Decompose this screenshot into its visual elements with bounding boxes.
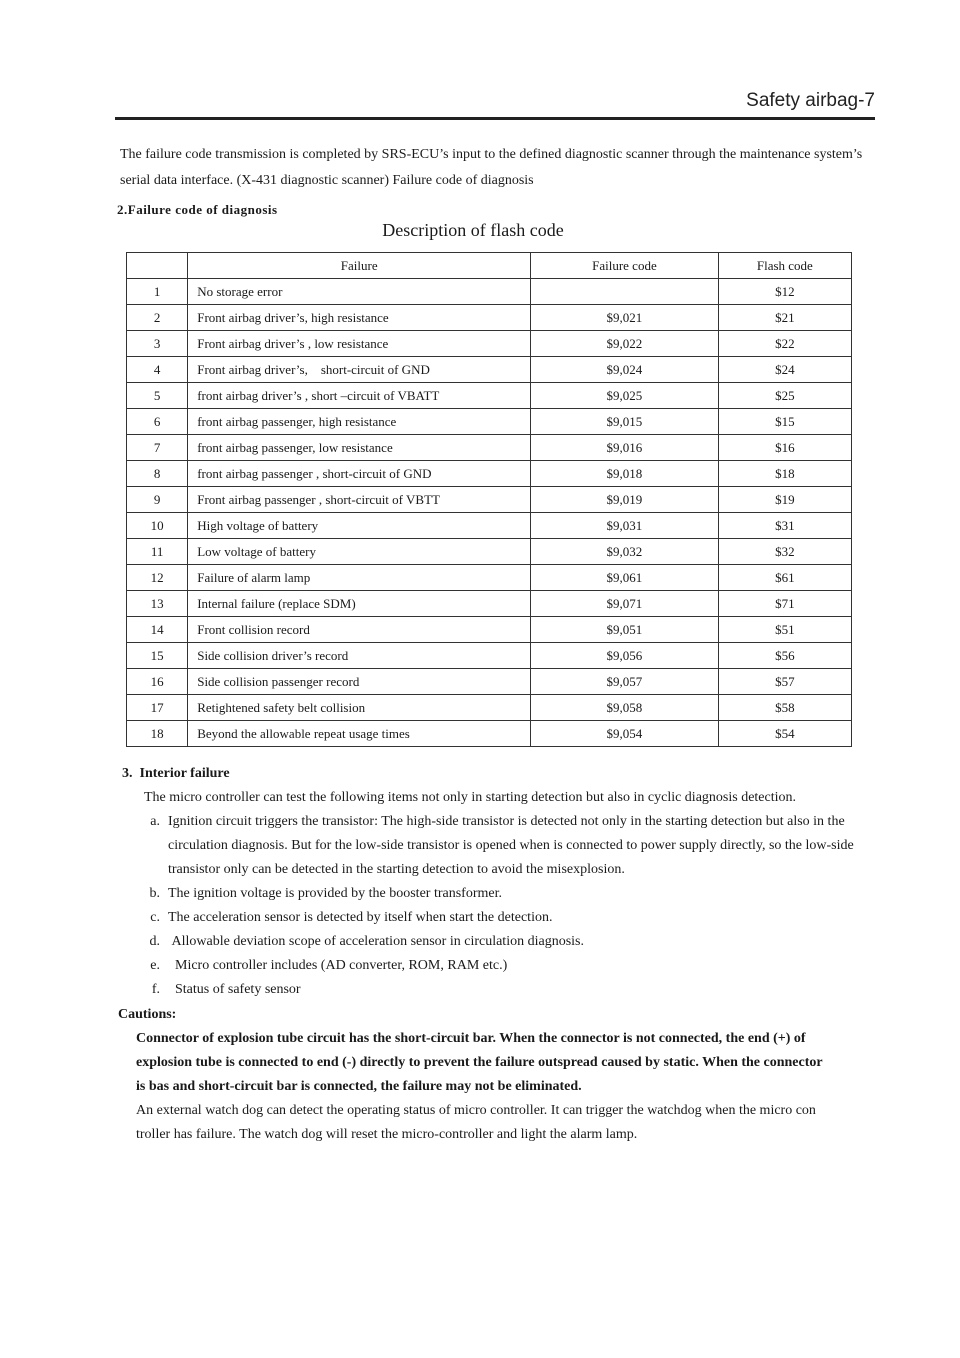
cell-flash-code: $31 xyxy=(718,513,851,539)
cell-failure-code: $9,051 xyxy=(531,617,719,643)
table-row xyxy=(127,409,852,435)
cell-number: 9 xyxy=(127,487,188,513)
list-item-text: transistor only can be detected in the starting detection to avoid the misexplosion. xyxy=(168,862,625,877)
table-row xyxy=(127,435,852,461)
cell-flash-code: $16 xyxy=(718,435,851,461)
cell-flash-code: $58 xyxy=(718,695,851,721)
cell-failure: Front airbag driver’s, short-circuit of GND xyxy=(188,357,531,383)
cell-failure: Side collision driver’s record xyxy=(188,643,531,669)
intro-paragraph xyxy=(120,142,890,194)
cell-number: 5 xyxy=(127,383,188,409)
cell-failure-code: $9,021 xyxy=(531,305,719,331)
cell-number: 3 xyxy=(127,331,188,357)
list-item xyxy=(122,978,882,1002)
cell-failure-code: $9,031 xyxy=(531,513,719,539)
table-row xyxy=(127,305,852,331)
cell-flash-code: $18 xyxy=(718,461,851,487)
cell-number: 16 xyxy=(127,669,188,695)
cell-number: 17 xyxy=(127,695,188,721)
table-header-row xyxy=(127,253,852,279)
cell-failure-code: $9,057 xyxy=(531,669,719,695)
cell-failure: Front collision record xyxy=(188,617,531,643)
cell-failure-code: $9,054 xyxy=(531,721,719,747)
cell-failure: High voltage of battery xyxy=(188,513,531,539)
cell-number: 11 xyxy=(127,539,188,565)
table-row xyxy=(127,487,852,513)
interior-failure-list xyxy=(122,810,882,1002)
cautions-line: troller has failure. The watch dog will reset the micro-controller and light the alarm lamp. xyxy=(136,1127,638,1142)
list-item xyxy=(122,834,882,858)
cell-number: 7 xyxy=(127,435,188,461)
list-item-text: The acceleration sensor is detected by itself when start the detection. xyxy=(168,910,553,925)
table-row xyxy=(127,669,852,695)
table-row xyxy=(127,461,852,487)
section-heading-interior-failure: 3. Interior failure xyxy=(122,766,230,781)
cell-number: 1 xyxy=(127,279,188,305)
cautions-line: explosion tube is connected to end (-) directly to prevent the failure outspread caused by static. When the connector xyxy=(136,1055,823,1070)
intro-line: The failure code transmission is completed by SRS-ECU’s input to the defined diagnostic scanner through the maintenance system’s xyxy=(120,147,863,162)
table-title: Description of flash code xyxy=(382,220,564,240)
cell-failure: Internal failure (replace SDM) xyxy=(188,591,531,617)
cell-number: 12 xyxy=(127,565,188,591)
cell-failure: Front airbag driver’s, high resistance xyxy=(188,305,531,331)
list-item-label: a. xyxy=(150,814,160,829)
list-item xyxy=(122,906,882,930)
cell-failure: Low voltage of battery xyxy=(188,539,531,565)
list-item-text: Ignition circuit triggers the transistor: The high-side transistor is detected not only in the starting detection but also in the xyxy=(168,814,845,829)
cell-number: 4 xyxy=(127,357,188,383)
cell-failure: front airbag passenger, high resistance xyxy=(188,409,531,435)
header-failure: Failure xyxy=(188,253,531,279)
cell-failure-code: $9,018 xyxy=(531,461,719,487)
table-row xyxy=(127,539,852,565)
cautions-section xyxy=(118,1003,878,1147)
cell-failure: Front airbag passenger , short-circuit of VBTT xyxy=(188,487,531,513)
cell-number: 15 xyxy=(127,643,188,669)
flash-code-table xyxy=(126,252,852,747)
cautions-line: is bas and short-circuit bar is connected, the failure may not be eliminated. xyxy=(136,1079,582,1094)
page-header-title: Safety airbag-7 xyxy=(746,90,875,111)
cell-number: 6 xyxy=(127,409,188,435)
header-number xyxy=(127,253,188,279)
cell-flash-code: $32 xyxy=(718,539,851,565)
cell-flash-code: $22 xyxy=(718,331,851,357)
cell-flash-code: $54 xyxy=(718,721,851,747)
table-row xyxy=(127,279,852,305)
cell-failure-code: $9,058 xyxy=(531,695,719,721)
cell-failure-code: $9,019 xyxy=(531,487,719,513)
list-item-text: Micro controller includes (AD converter, ROM, RAM etc.) xyxy=(168,958,508,973)
cell-failure: Retightened safety belt collision xyxy=(188,695,531,721)
list-item xyxy=(122,858,882,882)
cautions-bold-paragraph xyxy=(118,1027,878,1099)
cell-number: 18 xyxy=(127,721,188,747)
cell-failure: Beyond the allowable repeat usage times xyxy=(188,721,531,747)
cell-flash-code: $12 xyxy=(718,279,851,305)
cell-flash-code: $61 xyxy=(718,565,851,591)
header-failure-code: Failure code xyxy=(531,253,719,279)
cell-failure-code: $9,016 xyxy=(531,435,719,461)
header-flash-code: Flash code xyxy=(718,253,851,279)
cell-failure: Front airbag driver’s , low resistance xyxy=(188,331,531,357)
cell-flash-code: $19 xyxy=(718,487,851,513)
cell-failure-code: $9,061 xyxy=(531,565,719,591)
list-item xyxy=(122,930,882,954)
table-row xyxy=(127,565,852,591)
cell-flash-code: $71 xyxy=(718,591,851,617)
cell-failure-code: $9,056 xyxy=(531,643,719,669)
cell-failure: Side collision passenger record xyxy=(188,669,531,695)
intro-line: serial data interface. (X-431 diagnostic scanner) Failure code of diagnosis xyxy=(120,173,534,188)
list-item-label: b. xyxy=(149,886,160,901)
table-body xyxy=(127,279,852,747)
cautions-line: An external watch dog can detect the operating status of micro controller. It can trigger the watchdog when the micro con xyxy=(136,1103,816,1118)
cell-failure: front airbag driver’s , short –circuit of VBATT xyxy=(188,383,531,409)
cell-failure: No storage error xyxy=(188,279,531,305)
cautions-heading: Cautions: xyxy=(118,1007,177,1022)
table-row xyxy=(127,721,852,747)
cell-flash-code: $51 xyxy=(718,617,851,643)
list-item-label: c. xyxy=(150,910,160,925)
list-item-label xyxy=(122,858,160,882)
cell-number: 2 xyxy=(127,305,188,331)
list-item-text: circulation diagnosis. But for the low-side transistor is opened when is connected to power supply directly, so the low-side xyxy=(168,838,854,853)
table-row xyxy=(127,695,852,721)
cell-flash-code: $15 xyxy=(718,409,851,435)
list-item-text: The ignition voltage is provided by the booster transformer. xyxy=(168,886,502,901)
list-item-label xyxy=(122,834,160,858)
list-item-text: Allowable deviation scope of acceleration sensor in circulation diagnosis. xyxy=(168,934,584,949)
table-row xyxy=(127,383,852,409)
list-item-text: Status of safety sensor xyxy=(168,982,301,997)
header-divider xyxy=(115,117,875,120)
table-row xyxy=(127,617,852,643)
cell-failure-code: $9,032 xyxy=(531,539,719,565)
table-row xyxy=(127,591,852,617)
cell-flash-code: $21 xyxy=(718,305,851,331)
cell-failure-code: $9,022 xyxy=(531,331,719,357)
cautions-line: Connector of explosion tube circuit has the short-circuit bar. When the connector is not connected, the end (+) of xyxy=(136,1031,806,1046)
section-intro: The micro controller can test the following items not only in starting detection but also in cyclic diagnosis detection. xyxy=(144,790,797,805)
cell-number: 14 xyxy=(127,617,188,643)
cell-flash-code: $56 xyxy=(718,643,851,669)
list-item-label: d. xyxy=(149,934,160,949)
cell-failure-code: $9,015 xyxy=(531,409,719,435)
table-row xyxy=(127,643,852,669)
table-row xyxy=(127,513,852,539)
cell-failure: Failure of alarm lamp xyxy=(188,565,531,591)
cell-number: 10 xyxy=(127,513,188,539)
section-interior-failure xyxy=(122,762,882,1002)
cell-flash-code: $57 xyxy=(718,669,851,695)
cell-number: 13 xyxy=(127,591,188,617)
list-item-label: f. xyxy=(151,982,160,997)
cell-failure-code: $9,024 xyxy=(531,357,719,383)
list-item-label: e. xyxy=(150,958,160,973)
table-row xyxy=(127,331,852,357)
cell-failure-code: $9,025 xyxy=(531,383,719,409)
cell-flash-code: $24 xyxy=(718,357,851,383)
cell-failure: front airbag passenger, low resistance xyxy=(188,435,531,461)
list-item xyxy=(122,954,882,978)
list-item xyxy=(122,810,882,834)
cell-failure-code: $9,071 xyxy=(531,591,719,617)
cell-flash-code: $25 xyxy=(718,383,851,409)
cell-number: 8 xyxy=(127,461,188,487)
list-item xyxy=(122,882,882,906)
section-heading-failure-code: 2.Failure code of diagnosis xyxy=(117,202,278,217)
cautions-paragraph xyxy=(118,1099,878,1147)
cell-failure-code xyxy=(531,279,719,305)
table-row xyxy=(127,357,852,383)
cell-failure: front airbag passenger , short-circuit of GND xyxy=(188,461,531,487)
